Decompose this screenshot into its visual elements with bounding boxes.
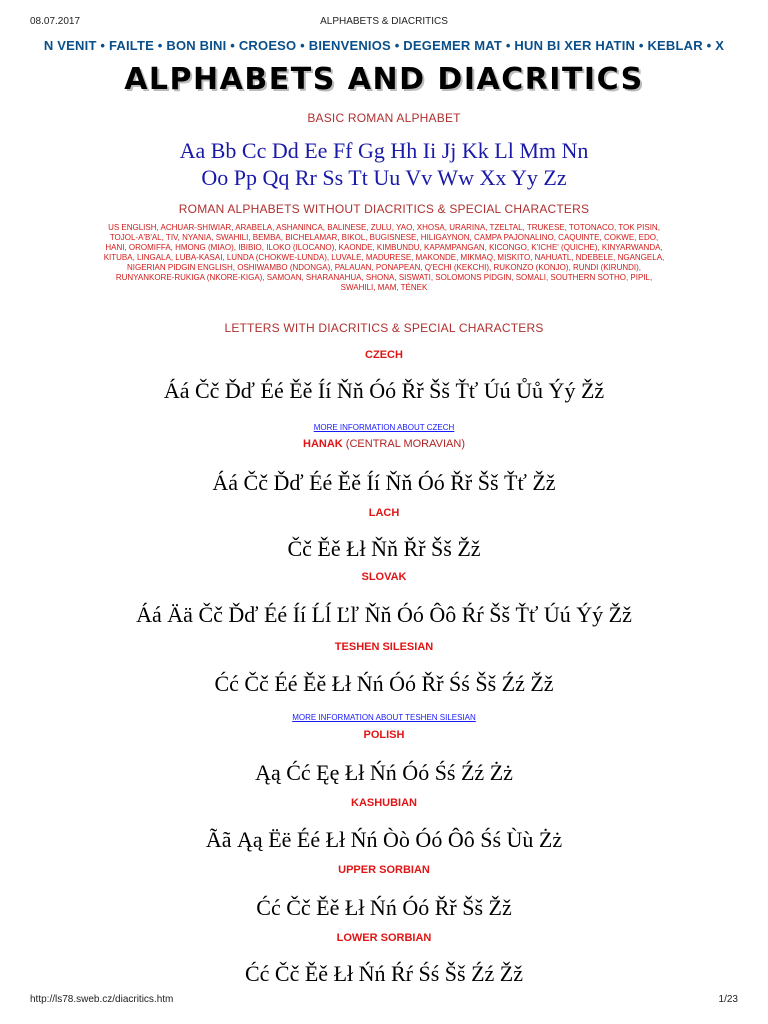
language-heading-lach — [0, 507, 768, 519]
more-info-czech — [0, 417, 768, 435]
language-name: POLISH — [363, 729, 405, 741]
language-heading-slovak — [0, 571, 768, 583]
print-title: ALPHABETS & DIACRITICS — [320, 16, 448, 27]
language-subtitle: (CENTRAL MORAVIAN) — [342, 438, 465, 450]
welcome-marquee: N VENIT • FAILTE • BON BINI • CROESO • BIENVENIOS • DEGEMER MAT • HUN BI XER HATIN • KEBLAR • X — [43, 38, 725, 53]
print-footer — [30, 994, 738, 1008]
language-name: SLOVAK — [361, 571, 407, 583]
language-heading-lower-sorbian — [0, 932, 768, 944]
print-url: http://ls78.sweb.cz/diacritics.htm — [30, 994, 174, 1005]
more-info-czech-link[interactable]: MORE INFORMATION ABOUT CZECH — [313, 423, 455, 432]
language-heading-polish — [0, 729, 768, 741]
print-header — [30, 16, 738, 30]
letters-teshen-silesian: Ćć Čč Éé Ěě Łł Ńń Óó Řř Śś Šš Źź Žž — [214, 671, 554, 696]
letters-kashubian: Ãã Ąą Ëë Éé Łł Ńń Òò Óó Ôô Śś Ùù Żż — [205, 827, 563, 852]
language-name: CZECH — [365, 349, 403, 361]
letters-czech: Áá Čč Ďď Éé Ěě Íí Ňň Óó Řř Šš Ťť Úú Ůů Ýý Žž — [163, 378, 605, 403]
letters-lower-sorbian: Ćć Čč Ěě Łł Ńń Ŕŕ Śś Šš Źź Žž — [244, 961, 524, 986]
letters-hanak: Áá Čč Ďď Éé Ěě Íí Ňň Óó Řř Šš Ťť Žž — [212, 470, 556, 495]
language-heading-hanak — [0, 438, 768, 450]
language-heading-teshen-silesian — [0, 641, 768, 653]
with-diacritics-heading: LETTERS WITH DIACRITICS & SPECIAL CHARACTERS — [224, 321, 544, 335]
letters-slovak: Áá Ää Čč Ďď Éé Íí Ĺĺ Ľľ Ňň Óó Ôô Ŕŕ Šš Ťť Úú Ýý Žž — [136, 602, 632, 627]
language-name: LOWER SORBIAN — [336, 932, 432, 944]
without-diacritics-heading: ROMAN ALPHABETS WITHOUT DIACRITICS & SPECIAL CHARACTERS — [178, 202, 590, 216]
letters-polish: Ąą Ćć Ęę Łł Ńń Óó Śś Źź Żż — [255, 760, 513, 785]
language-name: LACH — [368, 507, 400, 519]
basic-alphabet-line-2: Oo Pp Qq Rr Ss Tt Uu Vv Ww Xx Yy Zz — [201, 165, 567, 190]
language-heading-upper-sorbian — [0, 864, 768, 876]
language-heading-kashubian — [0, 797, 768, 809]
languages-without-diacritics-list: US ENGLISH, ACHUAR-SHIWIAR, ARABELA, ASHANINCA, BALINESE, ZULU, YAO, XHOSA, URARINA, TZELTAL, TRUKESE, TOTONACO, TOK PISIN, TOJOL-A'B'AL, TIV, NYANIA, SWAHILI, BEMBA, BICHELAMAR, BIKOL, BUGISNESE, HILIGAYNON, CAMPA PAJONALINO, CAQUINTE, COKWE, EDO, HANI, OROMIFFA, HMONG (MIAO), IBIBIO, ILOKO (ILOCANO), KAONDE, KIMBUNDU, KAPAMPANGAN, KICONGO, K'ICHE' (QUICHE), KINYARWANDA, KITUBA, LINGALA, LUBA-KASAI, LUNDA (CHOKWE-LUNDA), LUVALE, MADURESE, MAKONDE, MIKMAQ, MISKITO, NAHUATL, NDEBELE, NGANGELA, NIGERIAN PIDGIN ENGLISH, OSHIWAMBO (NDONGA), PALAUAN, PONAPEAN, Q'ECHI (KEKCHI), RUKONZO (KONJO), RUNDI (KIRUNDI), RUNYANKORE-RUKIGA (NKORE-KIGA), SAMOAN, SHARANAHUA, SHONA, SISWATI, SOLOMONS PIDGIN, SOMALI, SOUTHERN SOTHO, PIPIL, SWAHILI, MAM, TÉNEK — [103, 223, 665, 292]
page-title: ALPHABETS AND DIACRITICS — [124, 62, 644, 97]
language-name: KASHUBIAN — [351, 797, 417, 809]
print-date: 08.07.2017 — [30, 16, 81, 27]
letters-lach: Čč Ěě Łł Ňň Řř Šš Žž — [287, 536, 481, 561]
basic-alphabet-line-1: Aa Bb Cc Dd Ee Ff Gg Hh Ii Jj Kk Ll Mm Nn — [179, 138, 589, 163]
language-name: UPPER SORBIAN — [338, 864, 430, 876]
letters-upper-sorbian: Ćć Čč Ěě Łł Ńń Óó Řř Šš Žž — [256, 895, 512, 920]
more-info-teshen-silesian-link[interactable]: MORE INFORMATION ABOUT TESHEN SILESIAN — [292, 713, 476, 722]
more-info-teshen-silesian — [0, 707, 768, 725]
language-heading-czech — [0, 349, 768, 361]
language-name: HANAK — [303, 438, 343, 450]
language-name: TESHEN SILESIAN — [334, 641, 434, 653]
basic-alphabet-heading: BASIC ROMAN ALPHABET — [307, 111, 461, 125]
print-page-number: 1/23 — [718, 994, 738, 1005]
